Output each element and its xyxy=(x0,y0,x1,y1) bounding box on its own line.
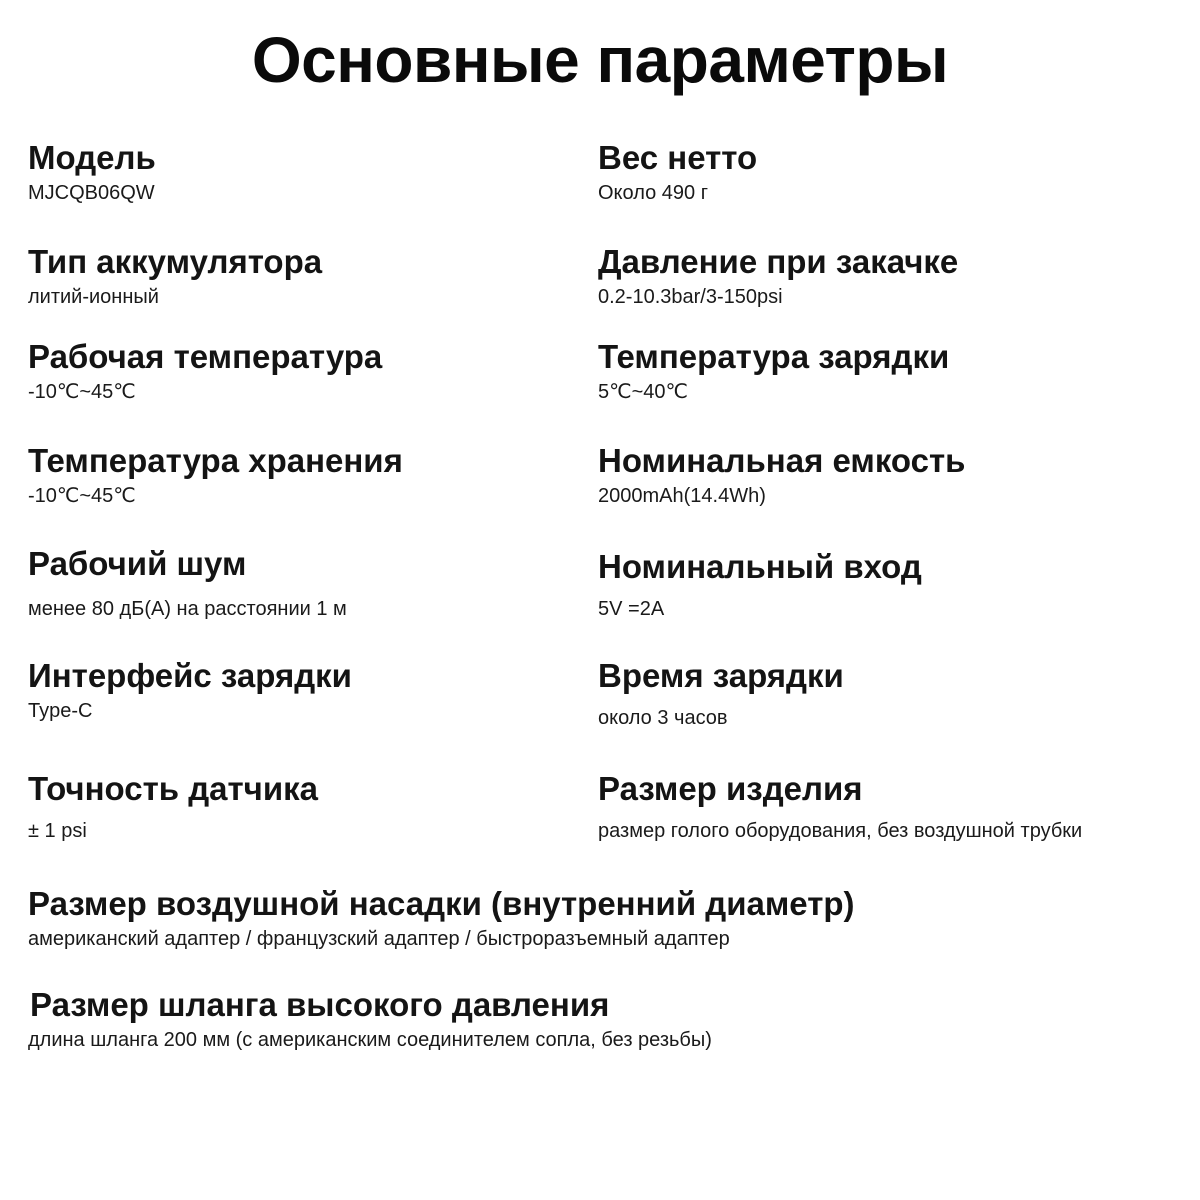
spec-charging-temperature xyxy=(598,337,949,405)
spec-value: Type-C xyxy=(28,700,93,722)
spec-value: Около 490 г xyxy=(598,182,709,204)
spec-label: Размер шланга высокого давления xyxy=(30,986,610,1023)
spec-value: 5℃~40℃ xyxy=(598,381,688,403)
spec-value: менее 80 дБ(А) на расстоянии 1 м xyxy=(28,598,347,620)
spec-value: 0.2-10.3bar/3-150psi xyxy=(598,286,783,308)
spec-net-weight xyxy=(598,138,757,206)
spec-label: Температура хранения xyxy=(28,442,403,479)
spec-label: Рабочая температура xyxy=(28,338,383,375)
spec-label: Точность датчика xyxy=(28,770,318,807)
spec-value: около 3 часов xyxy=(598,707,728,729)
spec-value: ± 1 psi xyxy=(28,820,87,842)
spec-value: -10℃~45℃ xyxy=(28,485,136,507)
spec-label: Температура зарядки xyxy=(598,338,950,375)
spec-value: длина шланга 200 мм (с американским соединителем сопла, без резьбы) xyxy=(28,1029,712,1051)
spec-nozzle-size xyxy=(28,884,855,952)
spec-label: Модель xyxy=(28,139,156,176)
spec-hose-size xyxy=(30,985,712,1053)
spec-battery-type xyxy=(28,242,322,310)
spec-charging-interface xyxy=(28,656,352,724)
spec-label: Номинальный вход xyxy=(598,548,922,585)
spec-label: Размер воздушной насадки (внутренний диаметр) xyxy=(28,885,855,922)
spec-sensor-accuracy xyxy=(28,769,318,844)
spec-rated-capacity xyxy=(598,441,965,509)
spec-inflation-pressure xyxy=(598,242,958,310)
spec-product-size xyxy=(598,769,1082,844)
spec-rated-input xyxy=(598,547,922,622)
spec-label: Рабочий шум xyxy=(28,545,247,582)
spec-label: Вес нетто xyxy=(598,139,758,176)
spec-operating-noise xyxy=(28,544,347,622)
spec-label: Номинальная емкость xyxy=(598,442,966,479)
spec-operating-temperature xyxy=(28,337,382,405)
spec-value: размер голого оборудования, без воздушной трубки xyxy=(598,820,1083,842)
spec-storage-temperature xyxy=(28,441,403,509)
spec-label: Давление при закачке xyxy=(598,243,959,280)
spec-charging-time xyxy=(598,656,844,731)
spec-value: 2000mAh(14.4Wh) xyxy=(598,485,766,507)
spec-label: Тип аккумулятора xyxy=(28,243,323,280)
page-title: Основные параметры xyxy=(251,24,949,96)
spec-value: -10℃~45℃ xyxy=(28,381,136,403)
spec-label: Время зарядки xyxy=(598,657,844,694)
spec-model xyxy=(28,138,156,206)
spec-value: американский адаптер / французский адаптер / быстроразъемный адаптер xyxy=(28,928,730,950)
spec-value: MJCQB06QW xyxy=(28,182,155,204)
spec-value: литий-ионный xyxy=(28,286,159,308)
spec-value: 5V =2A xyxy=(598,598,665,620)
spec-label: Интерфейс зарядки xyxy=(28,657,352,694)
spec-label: Размер изделия xyxy=(598,770,863,807)
